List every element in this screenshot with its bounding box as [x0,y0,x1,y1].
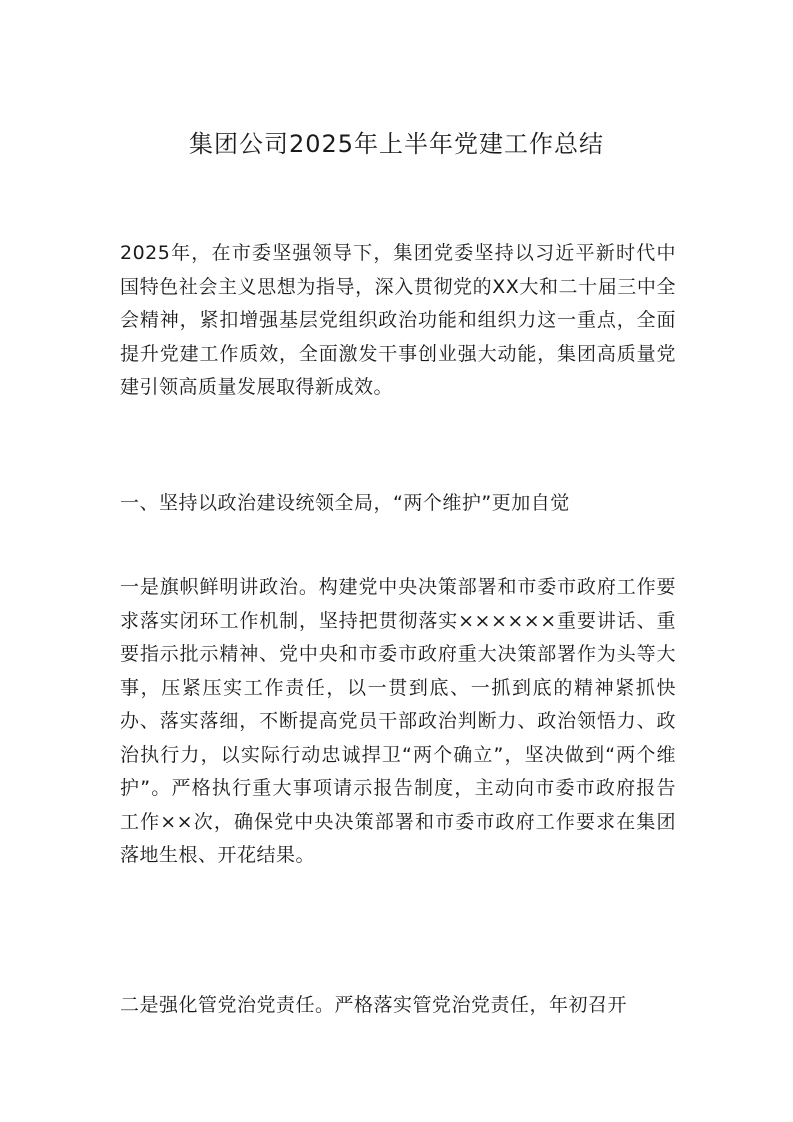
document-title: 集团公司2025年上半年党建工作总结 [188,130,605,158]
body-paragraph: 一是旗帜鲜明讲政治。构建党中央决策部署和市委市政府工作要求落实闭环工作机制，坚持把贯彻落实××××××重要讲话、重要指示批示精神、党中央和市委市政府重大决策部署作为头等大事，压紧压实工作责任，以一贯到底、一抓到底的精神紧抓快办、落实落细，不断提高党员干部政治判断力、政治领悟力、政治执行力，以实际行动忠诚捍卫“两个确立”，坚决做到“两个维护”。严格执行重大事项请示报告制度，主动向市委市政府报告工作××次，确保党中央决策部署和市委市政府工作要求在集团落地生根、开花结果。 [120,576,676,866]
body-paragraph: 二是强化管党治党责任。严格落实管党治党责任，年初召开 [120,994,628,1016]
intro-paragraph: 2025年，在市委坚强领导下，集团党委坚持以习近平新时代中国特色社会主义思想为指导，深入贯彻党的XX大和二十届三中全会精神，紧扣增强基层党组织政治功能和组织力这一重点，全面提升党建工作质效，全面激发干事创业强大动能，集团高质量党建引领高质量发展取得新成效。 [120,242,676,398]
section-heading: 一、坚持以政治建设统领全局，“两个维护”更加自觉 [120,492,570,514]
